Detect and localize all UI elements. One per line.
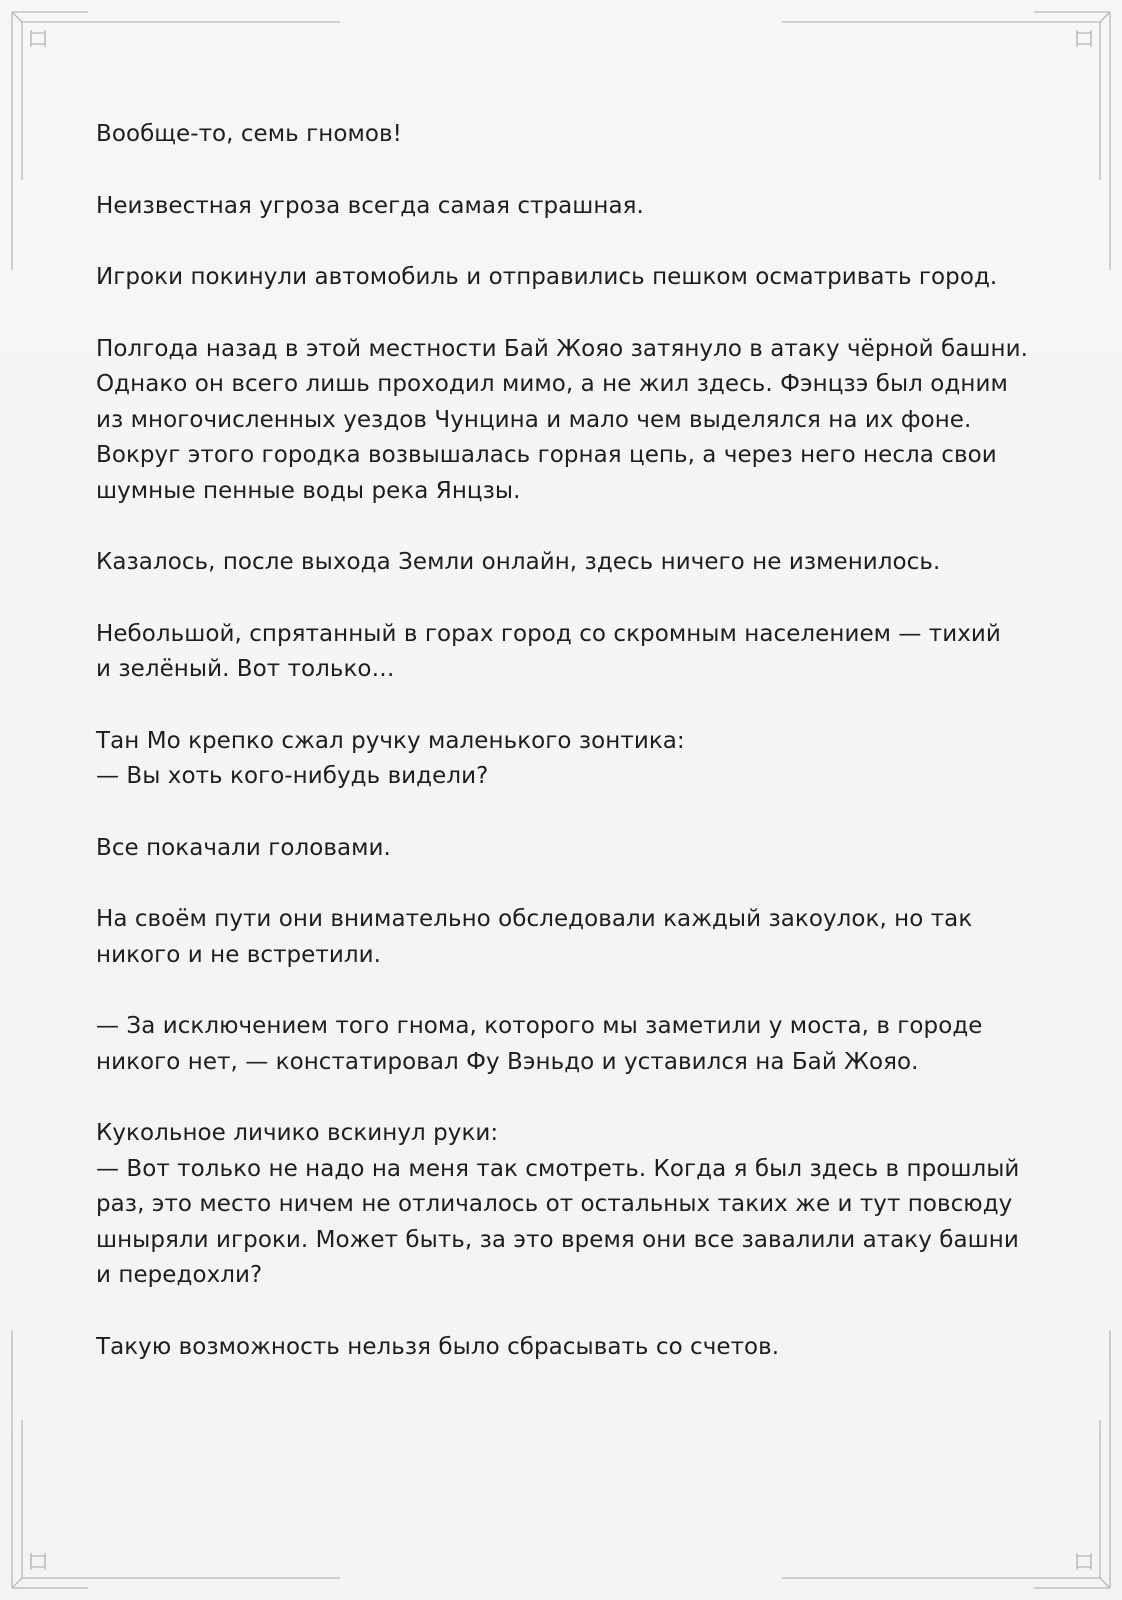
paragraph [96,617,1036,688]
text-line: Игроки покинули автомобиль и отправились пешком осматривать город. [96,264,998,290]
text-line: Полгода назад в этой местности Бай Жояо затянуло в атаку чёрной башни. [96,335,1028,362]
paragraph [96,1009,1036,1080]
paragraph [96,831,1036,867]
text-line: Неизвестная угроза всегда самая страшная. [96,192,644,219]
text-line: — Вот только не надо на меня так смотреть. Когда я был здесь в прошлый [96,1155,1020,1182]
paragraph [96,1330,1036,1366]
paragraph [96,260,1036,296]
text-line: Казалось, после выхода Земли онлайн, здесь ничего не изменилось. [96,549,941,575]
text-line: никого и не встретили. [96,941,381,968]
text-line: На своём пути они внимательно обследовали каждый закоулок, но так [96,906,973,932]
text-line: Все покачали головами. [96,834,391,861]
text-line: шныряли игроки. Может быть, за это время они все завалили атаку башни [96,1226,1019,1253]
text-line: Тан Мо крепко сжал ручку маленького зонтика: [96,727,685,754]
text-line: и зелёный. Вот только… [96,656,395,682]
text-line: раз, это место ничем не отличалось от остальных таких же и тут повсюду [96,1191,1013,1217]
paragraph [96,189,1036,225]
text-line: Небольшой, спрятанный в горах город со скромным населением — тихий [96,620,1001,647]
text-line: Вообще-то, семь гномов! [96,121,402,147]
paragraph [96,1116,1036,1294]
text-line: Кукольное личико вскинул руки: [96,1120,499,1146]
text-line: Вокруг этого городка возвышалась горная цепь, а через него несла свои [96,442,997,468]
text-line: шумные пенные воды река Янцзы. [96,477,521,504]
text-line: Однако он всего лишь проходил мимо, а не жил здесь. Фэнцзэ был одним [96,371,1008,397]
paragraph [96,724,1036,795]
text-line: из многочисленных уездов Чунцина и мало чем выделялся на их фоне. [96,406,972,433]
text-line: — За исключением того гнома, которого мы заметили у моста, в городе [96,1013,983,1039]
paragraph [96,332,1036,510]
paragraph [96,545,1036,581]
paragraph [96,117,1036,153]
text-line: и передохли? [96,1262,263,1288]
chapter-text [96,117,1036,1401]
text-line: никого нет, — констатировал Фу Вэньдо и уставился на Бай Жояо. [96,1048,919,1075]
text-line: — Вы хоть кого-нибудь видели? [96,763,489,789]
paragraph [96,902,1036,973]
text-line: Такую возможность нельзя было сбрасывать со счетов. [96,1333,780,1360]
